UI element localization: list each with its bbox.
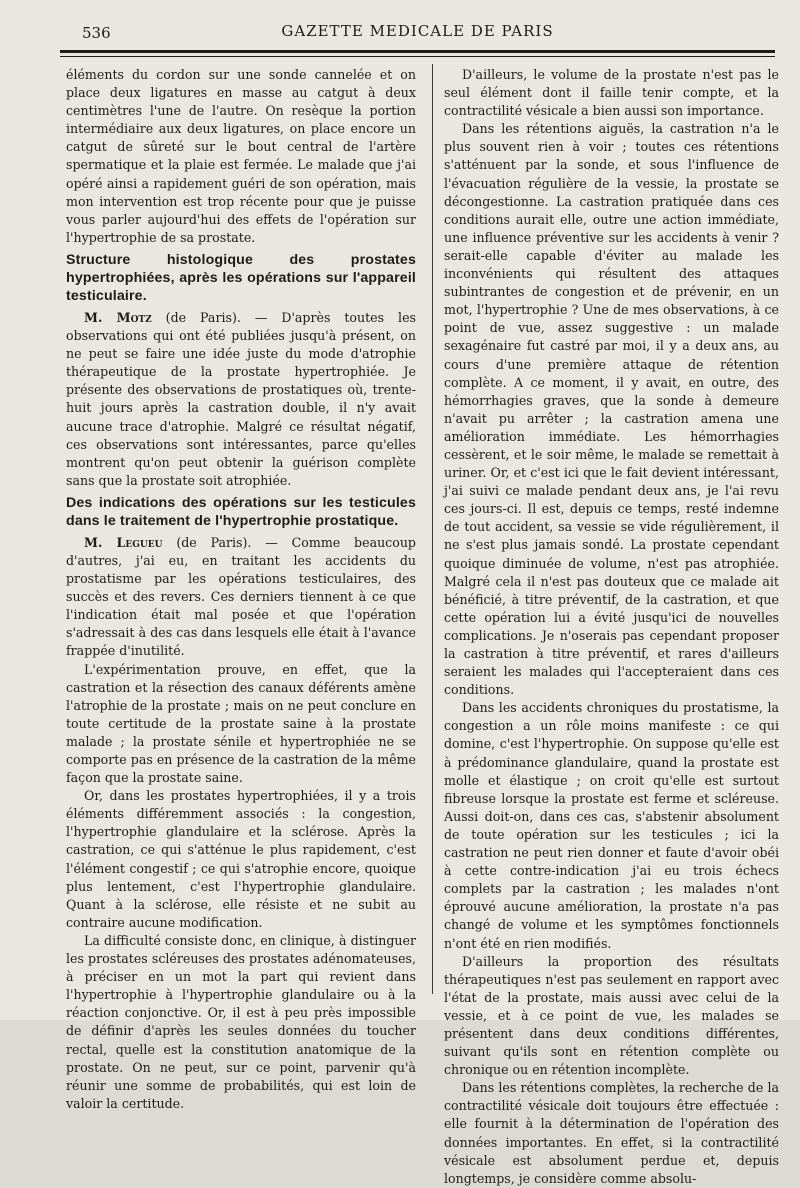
speaker-text: (de Paris). — Comme beaucoup d'autres, j'ai eu, en traitant les accidents du prostatisme par les opérations testiculaires, des succès et des revers. Ces derniers tiennent à ce que l'indication était mal posée et que l'opération s'adressait à des cas dans lesquels elle était à l'avance frappée d'inutilité.	[66, 534, 416, 659]
right-paragraph-2: Dans les rétentions aiguës, la castration n'a le plus souvent rien à voir ; toutes ces rétentions s'atténuent par la sonde, et sous l'influence de l'évacuation régulière de la vessie, la prostate se décongestionne. La castration pratiquée dans ces conditions aurait elle, outre une action immédiate, une influence préventive sur les accidents à venir ? serait-elle capable d'éviter au malade les inconvénients qui résultent des attaques subintrantes de congestion et de prévenir, en un mot, l'hypertrophie ? Une de mes observations, à ce point de vue, assez suggestive : un malade sexagénaire fut castré par moi, il y a deux ans, au cours d'une première attaque de rétention complète. A ce moment, il y avait, en outre, des hémorrhagies graves, que la sonde à demeure n'avait pu arrêter ; la castration amena une amélioration immédiate. Les hémorrhagies cessèrent, et le soir même, le malade se remettait à uriner. Or, et c'est ici que le fait devient intéressant, j'ai suivi ce malade pendant deux ans, je l'ai revu ces jours-ci. Il est, depuis ce temps, resté indemne de tout accident, sa vessie se vide régulièrement, il ne s'est plus jamais sondé. La prostate cependant quoique diminuée de volume, n'est pas atrophiée. Malgré cela il n'est pas douteux que ce malade ait bénéficié, à titre préventif, de la castration, et que cette opération lui a évité jusqu'ici de nouvelles complications. Je n'oserais pas cependant proposer la castration à titre préventif, et rares d'ailleurs seraient les malades qui l'accepteraient dans ces conditions.	[444, 121, 779, 698]
left-paragraph-4: La difficulté consiste donc, en clinique, à distinguer les prostates scléreuses des prostates adénomateuses, à préciser en un mot la part qui revient dans l'hypertrophie à l'hypertrophie glandulaire ou à la réaction conjonctive. Or, il est à peu près impossible de définir d'après les seules données du toucher rectal, quelle est la constitution anatomique de la prostate. On ne peut, sur ce point, parvenir qu'à réunir une somme de probabilités, qui est loin de valoir la certitude.	[66, 932, 416, 1111]
speaker-text: (de Paris). — D'après toutes les observations qui ont été publiées jusqu'à présent, on ne peut se faire une idée juste du mode d'atrophie thérapeutique de la prostate hypertrophiée. Je présente des observations de prostatiques où, trente-huit jours après la castration double, il n'y avait aucune trace d'atrophie. Malgré ce résultat négatif, ces observations sont intéressantes, parce qu'elles montrent qu'on peut obtenir la guérison complète sans que la prostate soit atrophiée.	[66, 309, 416, 488]
header-rule-thick	[60, 50, 775, 53]
left-paragraph-legueu	[66, 534, 416, 661]
section-heading-1: Structure histologique des prostates hypertrophiées, après les opérations sur l'appareil testiculaire.	[66, 251, 416, 304]
right-paragraph-1: D'ailleurs, le volume de la prostate n'est pas le seul élément dont il faille tenir compte, et la contractilité vésicale a bien aussi son importance.	[444, 67, 779, 119]
journal-title: GAZETTE MEDICALE DE PARIS	[281, 22, 554, 40]
left-paragraph-1: éléments du cordon sur une sonde cannelée et on place deux ligatures en masse au catgut à deux centimètres l'une de l'autre. On resèque la portion intermédiaire aux deux ligatures, on place encore un catgut de sûreté sur le bout central de l'artère spermatique et la plaie est fermée. Le malade que j'ai opéré ainsi a rapidement guéri de son opération, mais mon intervention est trop récente pour que je puisse vous parler aujourd'hui des effets de l'opération sur l'hypertrophie de sa prostate.	[66, 67, 416, 245]
column-divider	[432, 64, 433, 994]
speaker-name: M. Motz	[84, 309, 152, 325]
page-number: 536	[82, 24, 111, 42]
left-paragraph-3: Or, dans les prostates hypertrophiées, il y a trois éléments différemment associés : la congestion, l'hypertrophie glandulaire et la sclérose. Après la castration, ce qui s'atténue le plus rapidement, c'est l'élément congestif ; ce qui s'atrophie encore, quoique plus lentement, c'est l'hypertrophie glandulaire. Quant à la sclérose, elle résiste et ne subit au contraire aucune modification.	[66, 788, 416, 930]
speaker-name: M. Legueu	[84, 534, 163, 550]
header-rule-thin	[60, 56, 775, 57]
page-header	[60, 18, 775, 48]
left-column	[66, 66, 416, 1113]
section-heading-2: Des indications des opérations sur les testicules dans le traitement de l'hypertrophie prostatique.	[66, 494, 416, 529]
left-paragraph-motz	[66, 309, 416, 490]
left-paragraph-2: L'expérimentation prouve, en effet, que la castration et la résection des canaux déférents amène l'atrophie de la prostate ; mais on ne peut conclure en toute certitude de la prostate saine à la prostate malade ; la prostate sénile et hypertrophiée ne se comporte pas en présence de la castration de la même façon que la prostate saine.	[66, 661, 416, 786]
right-paragraph-4: D'ailleurs la proportion des résultats thérapeutiques n'est pas seulement en rapport avec l'état de la prostate, mais aussi avec celui de la vessie, et à ce point de vue, les malades se présentent dans deux conditions différentes, suivant qu'ils sont en rétention complète ou chronique ou en rétention incomplète.	[444, 953, 779, 1078]
right-paragraph-5: Dans les rétentions complètes, la recherche de la contractilité vésicale doit toujours être effectuée : elle fournit à la détermination de l'opération des données importantes. En effet, si la contractilité vésicale est absolument perdue et, depuis longtemps, je considère comme absolu-	[444, 1080, 779, 1186]
right-paragraph-3: Dans les accidents chroniques du prostatisme, la congestion a un rôle moins manifeste : ce qui domine, c'est l'hypertrophie. On suppose qu'elle est à prédominance glandulaire, quand la prostate est molle et élastique ; on croit qu'elle est surtout fibreuse lorsque la prostate est ferme et scléreuse. Aussi doit-on, dans ces cas, s'abstenir absolument de toute opération sur les testicules ; ici la castration ne peut rien donner et faute d'avoir obéi à cette contre-indication j'ai eu trois échecs complets par la castration ; les malades n'ont éprouvé aucune amélioration, la prostate n'a pas changé de volume et les symptômes fonctionnels n'ont été en rien modifiés.	[444, 700, 779, 951]
